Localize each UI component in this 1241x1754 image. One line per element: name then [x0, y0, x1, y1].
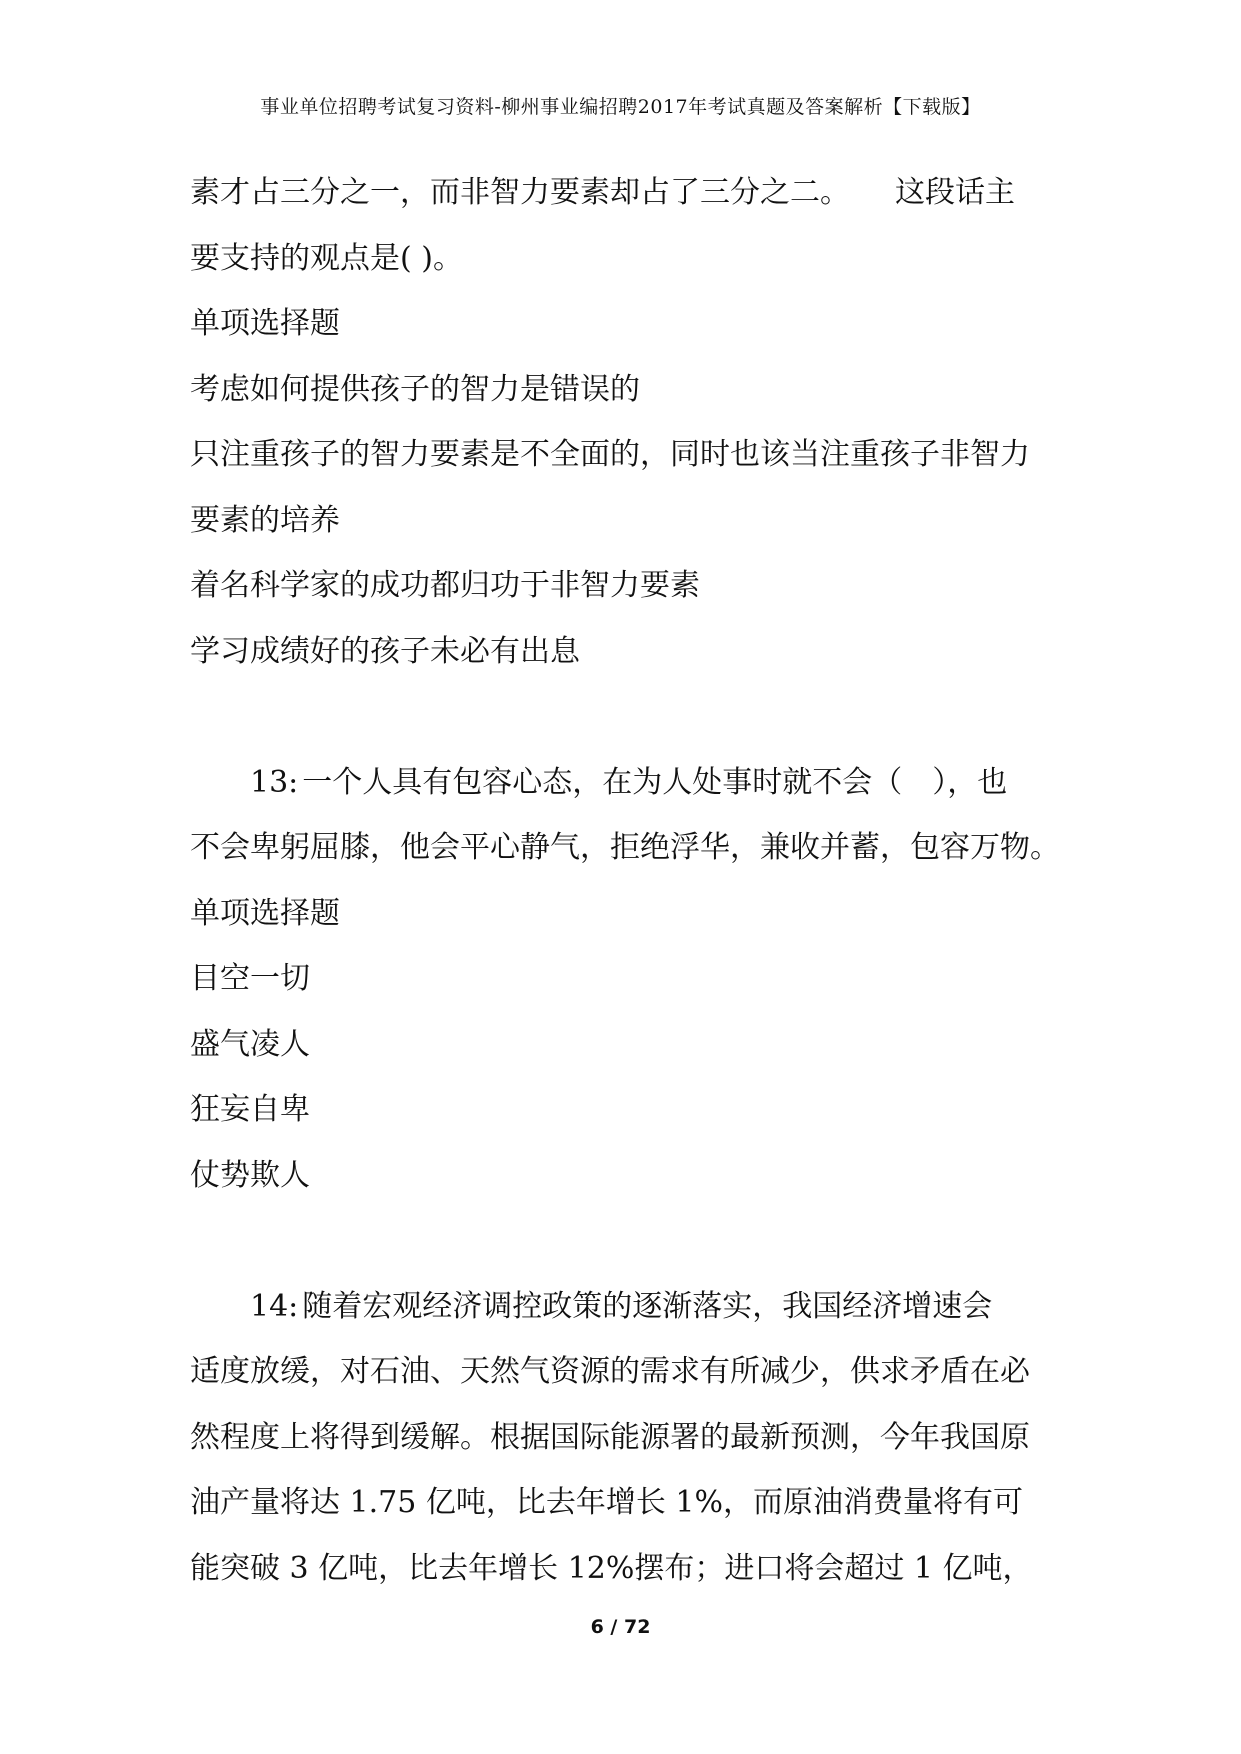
question-text-line: 油产量将达 1.75 亿吨，比去年增长 1%，而原油消费量将有可 [190, 1485, 1023, 1520]
document-body [190, 160, 1060, 1601]
question-type-label: 单项选择题 [190, 895, 340, 931]
question-text-line: 要支持的观点是( )。 [190, 240, 463, 276]
question-text-line [190, 750, 1060, 816]
question-number: 13: [250, 764, 299, 800]
answer-option: 狂妄自卑 [190, 1092, 310, 1127]
answer-option: 盛气凌人 [190, 1026, 310, 1062]
question-text-line: 然程度上将得到缓解。根据国际能源署的最新预测，今年我国原 [190, 1419, 1030, 1455]
question-text-line: 适度放缓，对石油、天然气资源的需求有所减少，供求矛盾在必 [190, 1354, 1030, 1389]
question-text-line: 能突破 3 亿吨，比去年增长 12%摆布；进口将会超过 1 亿吨， [190, 1550, 1033, 1586]
question-text-line: 素才占三分之一，而非智力要素却占了三分之二。 这段话主 [190, 175, 1015, 210]
spacer [190, 684, 1060, 750]
question-12-continued [190, 160, 1060, 684]
question-text-line [190, 1274, 1060, 1340]
answer-option: 学习成绩好的孩子未必有出息 [190, 633, 580, 669]
question-type-label: 单项选择题 [190, 306, 340, 341]
answer-option: 目空一切 [190, 961, 310, 996]
answer-option: 只注重孩子的智力要素是不全面的，同时也该当注重孩子非智力 [190, 437, 1030, 472]
answer-option: 着名科学家的成功都归功于非智力要素 [190, 568, 700, 603]
question-13 [190, 750, 1060, 1209]
answer-option: 仗势欺人 [190, 1157, 310, 1193]
answer-option: 考虑如何提供孩子的智力是错误的 [190, 371, 640, 407]
question-14 [190, 1274, 1060, 1602]
question-text: 一个人具有包容心态，在为人处事时就不会（ ），也 [302, 764, 1008, 800]
question-number: 14: [250, 1288, 299, 1324]
question-text-line: 不会卑躬屈膝，他会平心静气，拒绝浮华，兼收并蓄，包容万物。 [190, 830, 1060, 865]
question-text: 随着宏观经济调控政策的逐渐落实，我国经济增速会 [302, 1288, 993, 1324]
page-header: 事业单位招聘考试复习资料-柳州事业编招聘2017年考试真题及答案解析【下载版】 [260, 96, 981, 118]
page-number: 6 / 72 [590, 1616, 651, 1638]
spacer [190, 1208, 1060, 1274]
answer-option: 要素的培养 [190, 502, 340, 538]
